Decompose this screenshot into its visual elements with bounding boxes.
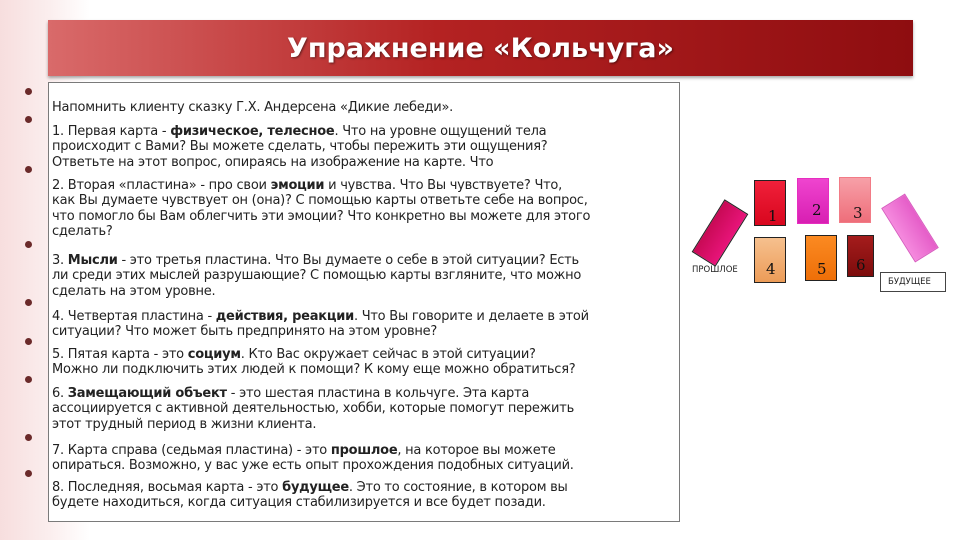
bullet-icon: [25, 299, 32, 306]
bullet-icon: [25, 376, 32, 383]
card-number-3: 3: [853, 204, 863, 222]
paragraph-text: 5. Пятая карта - это: [52, 346, 188, 362]
bullet-icon: [25, 116, 32, 123]
bullet-icon: [25, 470, 32, 477]
card-number-1: 1: [768, 207, 778, 225]
paragraph-text: . Это то состояние, в котором вы будете находиться, когда ситуация стабилизируется и все будет позади.: [52, 479, 568, 511]
bullet-icon: [25, 241, 32, 248]
paragraph-text: Напомнить клиенту сказку Г.Х. Андерсена «Дикие лебеди».: [52, 99, 454, 115]
bullet-icon: [25, 88, 32, 95]
paragraph-text: 6.: [52, 385, 68, 401]
paragraph-text: 4. Четвертая пластина -: [52, 308, 216, 324]
paragraph-6: [52, 370, 677, 432]
bullet-icon: [25, 434, 32, 441]
paragraph-8: [52, 464, 677, 511]
past-label: ПРОШЛОЕ: [692, 265, 738, 275]
paragraph-text: - это третья пластина. Что Вы думаете о себе в этой ситуации? Есть ли среди этих мыслей разрушающие? С помощью карты взгляните, что можно сделать на этом уровне.: [52, 252, 582, 299]
paragraph-keyword: социум: [187, 346, 241, 362]
card-future: [881, 193, 939, 262]
paragraph-keyword: прошлое: [330, 442, 398, 458]
paragraph-text: . Кто Вас окружает сейчас в этой ситуации? Можно ли подключить этих людей к помощи? К кому еще можно обратиться?: [52, 346, 576, 378]
paragraph-keyword: будущее: [282, 479, 349, 495]
paragraph-text: 1. Первая карта -: [52, 123, 171, 139]
paragraph-text: 7. Карта справа (седьмая пластина) - это: [52, 442, 331, 458]
card-past: [692, 199, 749, 266]
paragraph-keyword: действия, реакции: [215, 308, 354, 324]
paragraph-text: . Что Вы говорите и делаете в этой ситуации? Что может быть предпринято на этом уровне?: [52, 308, 589, 340]
paragraph-keyword: эмоции: [270, 177, 325, 193]
paragraph-text: , на которое вы можете опираться. Возможно, у вас уже есть опыт прохождения подобных ситуаций.: [52, 442, 574, 474]
paragraph-text: и чувства. Что Вы чувствуете? Что, как Вы думаете чувствует он (она)? С помощью карты ответьте себе на вопрос, что помогло бы Вам облегчить эти эмоции? Что конкретно вы можете для этого сделать?: [52, 177, 591, 240]
paragraph-keyword: физическое, телесное: [170, 123, 335, 139]
card-number-6: 6: [856, 256, 866, 274]
paragraph-keyword: Замещающий объект: [67, 385, 227, 401]
card-number-2: 2: [812, 201, 822, 219]
bullet-list: [0, 0, 48, 540]
paragraph-text: 3.: [52, 252, 68, 268]
paragraph-3: [52, 237, 677, 299]
paragraph-keyword: Мысли: [67, 252, 118, 268]
slide-title: Упражнение «Кольчуга»: [287, 33, 674, 64]
paragraph-text: 8. Последняя, восьмая карта - это: [52, 479, 283, 495]
card-number-5: 5: [817, 260, 827, 278]
paragraph-text: - это шестая пластина в кольчуге. Эта карта ассоциируется с активной деятельностью, хобби, которые помогут пережить этот трудный период в жизни клиента.: [52, 385, 574, 432]
bullet-icon: [25, 166, 32, 173]
paragraph-2: [52, 162, 677, 240]
future-label: БУДУЩЕЕ: [888, 277, 931, 287]
card-number-4: 4: [766, 260, 776, 278]
paragraph-text: . Что на уровне ощущений тела происходит с Вами? Вы можете сделать, чтобы пережить эти ощущения? Ответьте на этот вопрос, опираясь на изображение на карте. Что: [52, 123, 548, 170]
bullet-icon: [25, 338, 32, 345]
paragraph-text: 2. Вторая «пластина» - про свои: [52, 177, 271, 193]
